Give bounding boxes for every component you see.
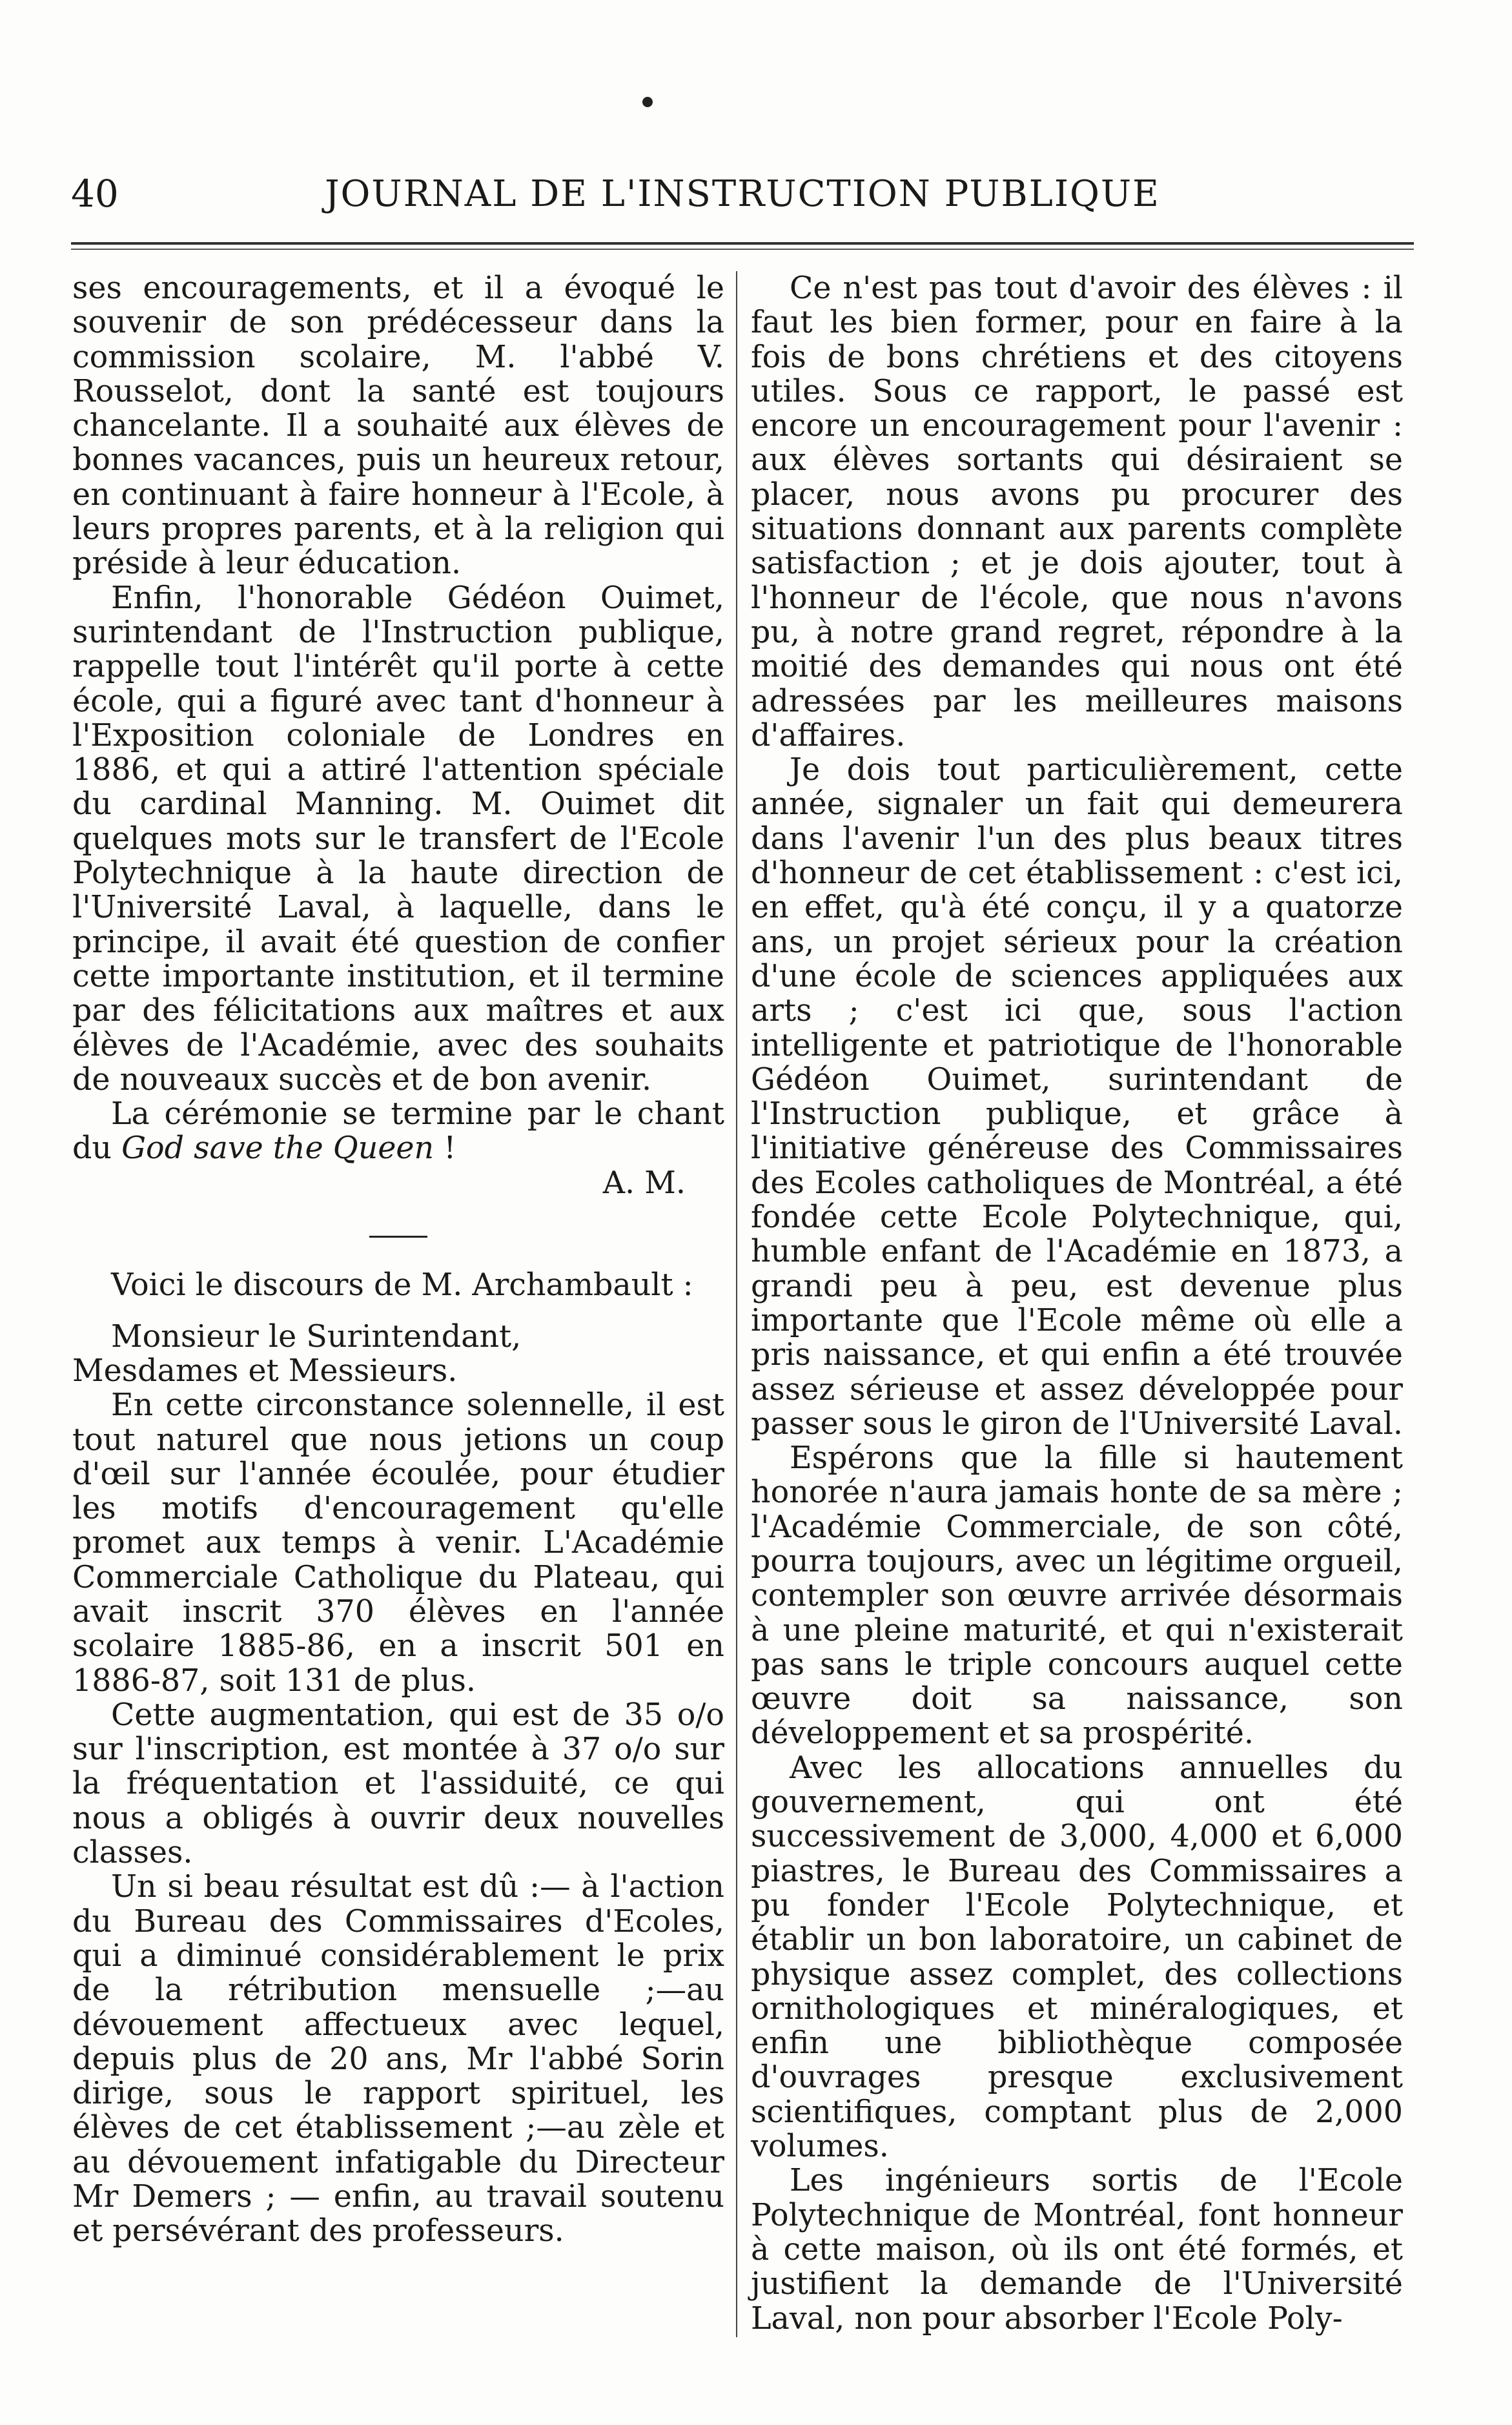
- left-paragraph-6: Un si beau résultat est dû :— à l'action du Bureau des Commissaires d'Ecoles, qui a diminué considérablement le prix de la rétribution mensuelle ;—au dévouement affectueux avec lequel, depuis plus de 20 ans, Mr l'abbé Sorin dirige, sous le rapport spirituel, les élèves de cet établissement ;—au zèle et au dévouement infatigable du Directeur Mr Demers ; — enfin, au travail soutenu et persévérant des professeurs.: [72, 1869, 724, 2249]
- header-rule: [71, 242, 1414, 245]
- running-head: JOURNAL DE L'INSTRUCTION PUBLIQUE: [325, 172, 1160, 215]
- salutation-surintendant: Monsieur le Surintendant,: [111, 1318, 522, 1355]
- salutation-mesdames: Mesdames et Messieurs.: [72, 1353, 458, 1389]
- anthem-title: God save the Queen: [121, 1131, 434, 1167]
- left-paragraph-5: Cette augmentation, qui est de 35 o/o sur l'inscription, est montée à 37 o/o sur la fréquentation et l'assiduité, ce qui nous a obligés à ouvrir deux nouvelles classes.: [72, 1697, 724, 1871]
- left-paragraph-4: En cette circonstance solennelle, il est tout naturel que nous jetions un coup d'œil sur l'année écoulée, pour étudier les motifs d'encouragement qu'elle promet aux temps à venir. L'Académie Commerciale Catholique du Plateau, qui avait inscrit 370 élèves en l'année scolaire 1885-86, en a inscrit 501 en 1886-87, soit 131 de plus.: [72, 1387, 724, 1699]
- left-paragraph-1: ses encouragements, et il a évoqué le souvenir de son prédécesseur dans la commission scolaire, M. l'abbé V. Rousselot, dont la santé est toujours chancelante. Il a souhaité aux élèves de bonnes vacances, puis un heureux retour, en continuant à faire honneur à l'Ecole, à leurs propres parents, et à la religion qui préside à leur éducation.: [72, 271, 724, 582]
- section-separator: [72, 1217, 724, 1251]
- left-paragraph-3: [72, 1097, 724, 1166]
- left-column: [72, 271, 724, 2249]
- column-divider: [736, 271, 737, 2337]
- left-paragraph-2: Enfin, l'honorable Gédéon Ouimet, surintendant de l'Instruction publique, rappelle tout l'intérêt qu'il porte à cette école, qui a figuré avec tant d'honneur à l'Exposition coloniale de Londres en 1886, et qui a attiré l'attention spéciale du cardinal Manning. M. Ouimet dit quelques mots sur le transfert de l'Ecole Polytechnique à la haute direction de l'Université Laval, à laquelle, dans le principe, il avait été question de confier cette importante institution, et il termine par des félicitations aux maîtres et aux élèves de l'Académie, avec des souhaits de nouveaux succès et de bon avenir.: [72, 580, 724, 1098]
- header-rule-thin: [71, 249, 1414, 250]
- right-paragraph-5: Les ingénieurs sortis de l'Ecole Polytechnique de Montréal, font honneur à cette maison, où ils ont été formés, et justifient la demande de l'Université Laval, non pour absorber l'Ecole Poly-: [751, 2163, 1403, 2337]
- ceremony-end: !: [434, 1131, 456, 1167]
- right-paragraph-2: Je dois tout particulièrement, cette année, signaler un fait qui demeurera dans l'avenir l'un des plus beaux titres d'honneur de cet établissement : c'est ici, en effet, qu'à été conçu, il y a quatorze ans, un projet sérieux pour la création d'une école de sciences appliquées aux arts ; c'est ici que, sous l'action intelligente et patriotique de l'honorable Gédéon Ouimet, surintendant de l'Instruction publique, et grâce à l'initiative généreuse des Commissaires des Ecoles catholiques de Montréal, a été fondée cette Ecole Polytechnique, qui, humble enfant de l'Académie en 1873, a grandi peu à peu, est devenue plus importante que l'Ecole même où elle a pris naissance, et qui enfin a été trouvée assez sérieuse et assez développée pour passer sous le giron de l'Université Laval.: [751, 752, 1403, 1442]
- right-paragraph-3: Espérons que la fille si hautement honorée n'aura jamais honte de sa mère ; l'Académie Commerciale, de son côté, pourra toujours, avec un légitime orgueil, contempler son œuvre arrivée désormais à une pleine maturité, et qui n'existerait pas sans le triple concours auquel cette œuvre doit sa naissance, son développement et sa prospérité.: [751, 1440, 1403, 1752]
- right-paragraph-4: Avec les allocations annuelles du gouvernement, qui ont été successivement de 3,000, 4,000 et 6,000 piastres, le Bureau des Commissaires a pu fonder l'Ecole Polytechnique, et établir un bon laboratoire, un cabinet de physique assez complet, des collections ornithologiques et minéralogiques, et enfin une bibliothèque composée d'ouvrages presque exclusivement scientifiques, comptant plus de 2,000 volumes.: [751, 1750, 1403, 2165]
- speech-intro: Voici le discours de M. Archambault :: [111, 1267, 693, 1304]
- signature: A. M.: [602, 1165, 686, 1201]
- page-header: [71, 161, 1414, 226]
- page-number: 40: [71, 172, 119, 216]
- separator-dash: [369, 1236, 427, 1238]
- ceremony-text: La cérémonie se termine par le chant du: [72, 1096, 724, 1167]
- right-column: [751, 271, 1403, 2336]
- right-paragraph-1: Ce n'est pas tout d'avoir des élèves : il faut les bien former, pour en faire à la fois de bons chrétiens et des citoyens utiles. Sous ce rapport, le passé est encore un encouragement pour l'avenir : aux élèves sortants qui désiraient se placer, nous avons pu procurer des situations donnant aux parents complète satisfaction ; et je dois ajouter, tout à l'honneur de l'école, que nous n'avons pu, à notre grand regret, répondre à la moitié des demandes qui nous ont été adressées par les meilleures maisons d'affaires.: [751, 271, 1403, 753]
- printer-mark: [642, 97, 653, 107]
